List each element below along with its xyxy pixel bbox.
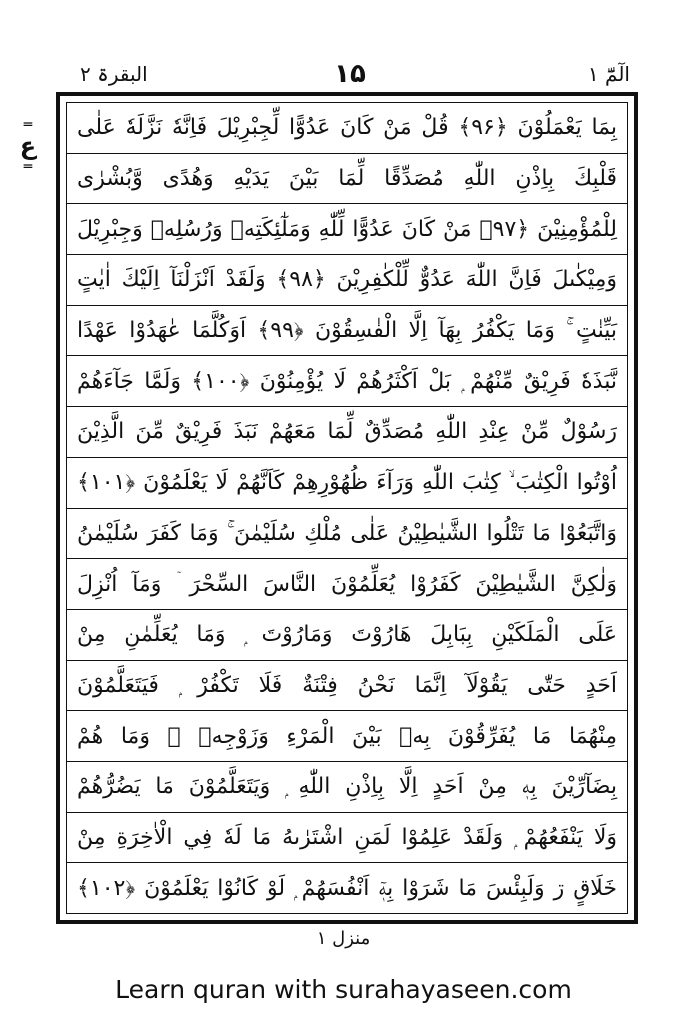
verse-line-text: بِمَا يَعْمَلُوْنَ ﴿۹۶﴾ قُلْ مَنْ كَانَ عَدُوًّا لِّجِبْرِيْلَ فَاِنَّهٗ نَزَّلَهٗ عَلٰى xyxy=(77,115,617,141)
verse-line-text: وَمِيْكٰىلَ فَاِنَّ اللّٰهَ عَدُوٌّ لِّلْكٰفِرِيْنَ ﴿۹۸﴾ وَلَقَدْ اَنْزَلْنَآ اِلَيْكَ اٰيٰتٍ xyxy=(77,267,617,293)
verse-line-text: وَاتَّبَعُوْا مَا تَتْلُوا الشَّيٰطِيْنُ عَلٰى مُلْكِ سُلَيْمٰنَ ۚ وَمَا كَفَرَ سُلَيْمٰنُ xyxy=(77,520,617,546)
verse-line xyxy=(67,863,627,913)
verse-line-text: مِنْهُمَا مَا يُفَرِّقُوْنَ بِهٖ بَيْنَ الْمَرْءِ وَزَوْجِهٖ ۭ وَمَا هُمْ xyxy=(77,723,617,749)
verse-line-text: وَلٰكِنَّ الشَّيٰطِيْنَ كَفَرُوْا يُعَلِّمُوْنَ النَّاسَ السِّحْرَ ۤ وَمَآ اُنْزِلَ xyxy=(77,571,617,597)
text-frame xyxy=(66,102,628,914)
page-frame xyxy=(56,92,638,924)
verse-line xyxy=(67,103,627,154)
verse-line-text: عَلَى الْمَلَكَيْنِ بِبَابِلَ هَارُوْتَ وَمَارُوْتَ ۭ وَمَا يُعَلِّمٰنِ مِنْ xyxy=(77,622,617,648)
verse-line xyxy=(67,711,627,762)
page-number: ۱۵ xyxy=(334,59,366,89)
verse-line xyxy=(67,407,627,458)
verse-line xyxy=(67,154,627,205)
verse-line xyxy=(67,661,627,712)
ruku-top-rule: ═ xyxy=(23,117,33,133)
verse-line-text: قَلْبِكَ بِاِذْنِ اللّٰهِ مُصَدِّقًا لِّمَا بَيْنَ يَدَيْهِ وَهُدًى وَّبُشْرٰى xyxy=(77,166,617,192)
para-name: الٓمّٓ ۱ xyxy=(587,62,630,86)
verse-line xyxy=(67,255,627,306)
verse-line-text: نَّبَذَهٗ فَرِيْقٌ مِّنْهُمْ ۭ بَلْ اَكْثَرُهُمْ لَا يُؤْمِنُوْنَ ﴿۱۰۰﴾ وَلَمَّا جَآءَهُمْ xyxy=(77,368,617,394)
page-header xyxy=(60,58,640,94)
verse-line-text: بِضَآرِّيْنَ بِهٖ مِنْ اَحَدٍ اِلَّا بِاِذْنِ اللّٰهِ ۭ وَيَتَعَلَّمُوْنَ مَا يَضُرُّهُمْ xyxy=(77,774,617,800)
verse-line-text: اُوْتُوا الْكِتٰبَ ۙ كِتٰبَ اللّٰهِ وَرَآءَ ظُهُوْرِهِمْ كَاَنَّهُمْ لَا يَعْلَمُوْنَ ﴿۱۰۱﴾ xyxy=(77,470,617,496)
verse-line xyxy=(67,610,627,661)
verse-line xyxy=(67,458,627,509)
verse-line-text: لِلْمُؤْمِنِيْنَ ﴿۹۷﴾ مَنْ كَانَ عَدُوًّا لِّلّٰهِ وَمَلٰٓئِكَتِهٖ وَرُسُلِهٖ وَجِبْرِيْلَ xyxy=(77,216,617,242)
ruku-marker xyxy=(8,118,48,174)
verse-line xyxy=(67,762,627,813)
verse-line xyxy=(67,204,627,255)
verse-line-text: وَلَا يَنْفَعُهُمْ ۭ وَلَقَدْ عَلِمُوْا لَمَنِ اشْتَرٰىهُ مَا لَهٗ فِي الْاٰخِرَةِ مِنْ xyxy=(77,824,617,850)
verse-line xyxy=(67,509,627,560)
ruku-bottom-rule: ═ xyxy=(23,159,33,175)
footer-caption: Learn quran with surahayaseen.com xyxy=(115,975,572,1004)
manzil-label: منزل ۱ xyxy=(316,928,371,949)
verse-line xyxy=(67,559,627,610)
verse-line xyxy=(67,356,627,407)
ruku-letter: ع xyxy=(19,132,37,160)
verse-line xyxy=(67,813,627,864)
verse-line-text: خَلَاقٍ ڗ وَلَبِئْسَ مَا شَرَوْا بِهٖٓ اَنْفُسَهُمْ ۭ لَوْ كَانُوْا يَعْلَمُوْنَ ﴿۱۰۲﴾ xyxy=(77,875,617,901)
verse-line-text: رَسُوْلٌ مِّنْ عِنْدِ اللّٰهِ مُصَدِّقٌ لِّمَا مَعَهُمْ نَبَذَ فَرِيْقٌ مِّنَ الَّذِيْنَ xyxy=(77,419,617,445)
verse-line-text: بَيِّنٰتٍ ۚ وَمَا يَكْفُرُ بِهَآ اِلَّا الْفٰسِقُوْنَ ﴿۹۹﴾ اَوَكُلَّمَا عٰهَدُوْا عَهْدًا xyxy=(77,318,617,344)
verse-line xyxy=(67,306,627,357)
verse-line-text: اَحَدٍ حَتّٰى يَقُوْلَآ اِنَّمَا نَحْنُ فِتْنَةٌ فَلَا تَكْفُرْ ۭ فَيَتَعَلَّمُوْنَ xyxy=(77,672,617,698)
surah-name: البقرۃ ۲ xyxy=(80,62,148,86)
verse-lines xyxy=(67,103,627,913)
